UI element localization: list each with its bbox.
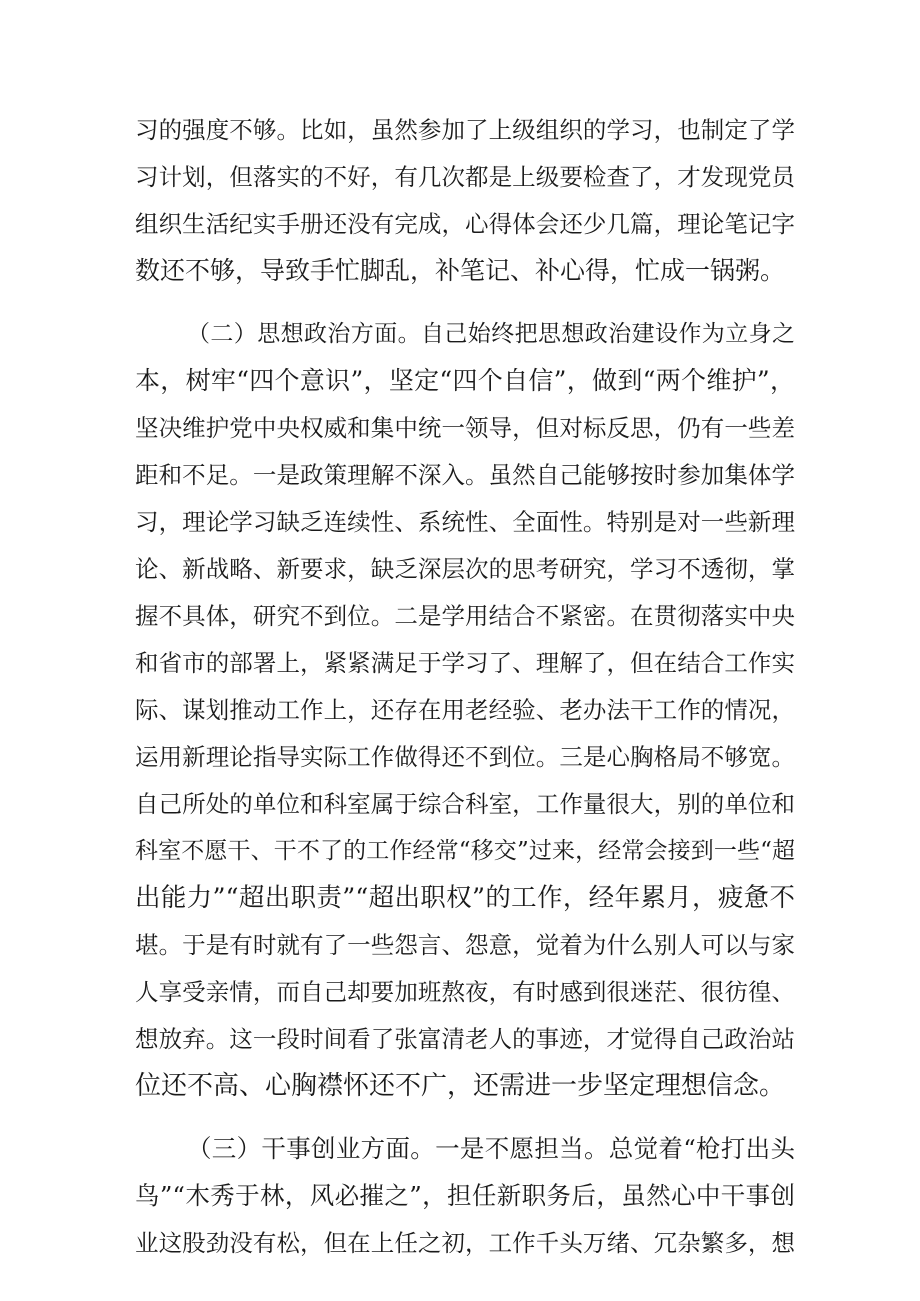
text-line: 鸟”“木秀于林，风必摧之”，担任新职务后，虽然心中干事创 [135, 1181, 795, 1210]
text-line: 出能力”“超出职责”“超出职权”的工作，经年累月，疲惫不 [135, 883, 795, 913]
text-line: 习的强度不够。比如，虽然参加了上级组织的学习，也制定了学 [135, 116, 795, 144]
text-line: 论、新战略、新要求，缺乏深层次的思考研究，学习不透彻，掌 [135, 555, 795, 583]
text-line: 习计划，但落实的不好，有几次都是上级要检查了，才发现党员 [135, 163, 795, 191]
text-line: 本，树牢“四个意识”，坚定“四个自信”，做到“两个维护”， [135, 366, 795, 395]
text-line: 坚决维护党中央权威和集中统一领导，但对标反思，仍有一些差 [135, 414, 795, 442]
text-line: 数还不够，导致手忙脚乱，补笔记、补心得，忙成一锅粥。 [135, 256, 786, 285]
text-line: 想放弃。这一段时间看了张富清老人的事迹，才觉得自己政治站 [135, 1025, 795, 1053]
text-line: 科室不愿干、干不了的工作经常“移交”过来，经常会接到一些“超 [135, 838, 795, 864]
text-line: 人享受亲情，而自己却要加班熬夜，有时感到很迷茫、很彷徨、 [135, 978, 795, 1006]
text-line: 位还不高、心胸襟怀还不广，还需进一步坚定理想信念。 [135, 1071, 786, 1101]
text-line: 际、谋划推动工作上，还存在用老经验、老办法干工作的情况， [135, 696, 795, 724]
text-line: 和省市的部署上，紧紧满足于学习了、理解了，但在结合工作实 [135, 649, 795, 677]
text-line: 握不具体，研究不到位。二是学用结合不紧密。在贯彻落实中央 [135, 602, 795, 630]
text-line: 自己所处的单位和科室属于综合科室，工作量很大，别的单位和 [135, 790, 795, 818]
text-line: 习，理论学习缺乏连续性、系统性、全面性。特别是对一些新理 [135, 508, 795, 536]
section-heading-line: （三）干事创业方面。一是不愿担当。总觉着“枪打出头 [187, 1134, 795, 1163]
text-line: 距和不足。一是政策理解不深入。虽然自己能够按时参加集体学 [135, 461, 795, 489]
section-heading-line: （二）思想政治方面。自己始终把思想政治建设作为立身之 [187, 321, 795, 347]
text-line: 运用新理论指导实际工作做得还不到位。三是心胸格局不够宽。 [135, 743, 795, 771]
text-line: 组织生活纪实手册还没有完成，心得体会还少几篇，理论笔记字 [135, 210, 795, 238]
text-line: 堪。于是有时就有了一些怨言、怨意，觉着为什么别人可以与家 [135, 931, 795, 959]
text-line: 业这股劲没有松，但在上任之初，工作千头万绪、冗杂繁多，想 [135, 1229, 795, 1257]
